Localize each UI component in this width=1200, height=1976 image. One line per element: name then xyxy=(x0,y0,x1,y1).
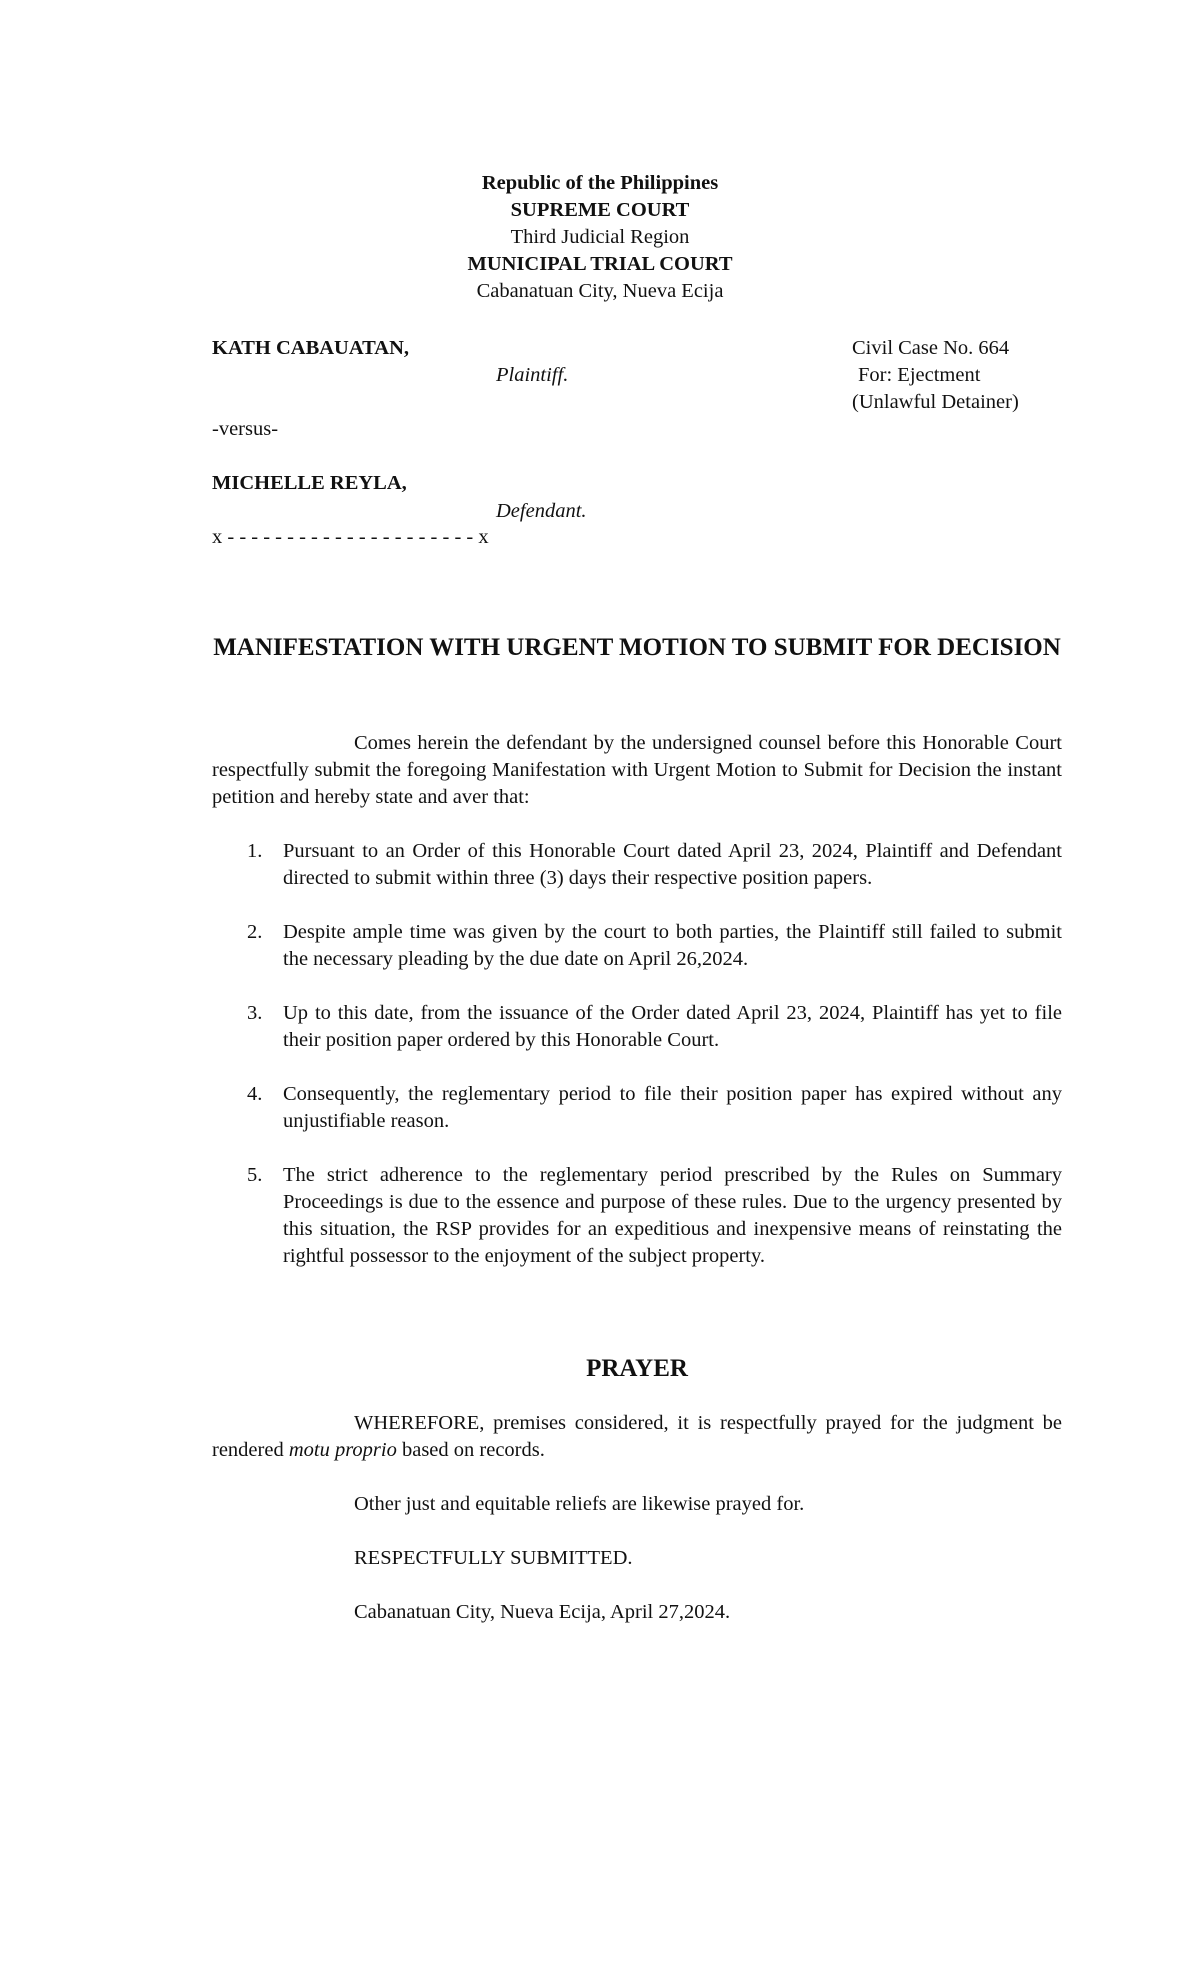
list-item xyxy=(212,1000,1062,1054)
court-header xyxy=(0,170,1200,305)
trial-court-line: MUNICIPAL TRIAL COURT xyxy=(467,253,733,275)
caption-separator: x - - - - - - - - - - - - - - - - - - - - - x xyxy=(212,526,489,548)
plaintiff-label: Plaintiff. xyxy=(496,364,569,386)
list-item-text: Pursuant to an Order of this Honorable Court dated April 23, 2024, Plaintiff and Defendant directed to submit within three (3) days their respective position papers. xyxy=(283,840,1062,889)
city-line: Cabanatuan City, Nueva Ecija xyxy=(476,280,724,302)
list-item xyxy=(212,1081,1062,1135)
list-item-number: 3. xyxy=(247,1002,263,1024)
defendant-name: MICHELLE REYLA, xyxy=(212,472,407,494)
list-item-number: 4. xyxy=(247,1083,263,1105)
list-item-text: Consequently, the reglementary period to file their position paper has expired without any unjustifiable reason. xyxy=(283,1083,1062,1132)
plaintiff-name: KATH CABAUATAN, xyxy=(212,337,410,359)
list-item-text: Despite ample time was given by the court to both parties, the Plaintiff still failed to submit the necessary pleading by the due date on April 26,2024. xyxy=(283,921,1062,970)
region-line: Third Judicial Region xyxy=(510,226,690,248)
republic-line: Republic of the Philippines xyxy=(481,172,719,194)
list-item-text: Up to this date, from the issuance of the Order dated April 23, 2024, Plaintiff has yet to file their position paper ordered by this Honorable Court. xyxy=(283,1002,1062,1051)
prayer-text-before: WHEREFORE, premises considered, it is respectfully prayed for the judgment be rendered xyxy=(212,1412,1062,1461)
respectfully-submitted-line: RESPECTFULLY SUBMITTED. xyxy=(354,1547,633,1569)
intro-paragraph: Comes herein the defendant by the undersigned counsel before this Honorable Court respectfully submit the foregoing Manifestation with Urgent Motion to Submit for Decision the instant petition and hereby state and aver that: xyxy=(212,732,1062,808)
case-number: Civil Case No. 664 xyxy=(852,337,1010,359)
case-type: (Unlawful Detainer) xyxy=(852,391,1019,413)
prayer-text-after: based on records. xyxy=(396,1439,545,1461)
place-date-line: Cabanatuan City, Nueva Ecija, April 27,2024. xyxy=(354,1601,731,1623)
prayer-heading: PRAYER xyxy=(586,1355,688,1382)
prayer-paragraph xyxy=(212,1410,1062,1464)
list-item-number: 5. xyxy=(247,1164,263,1186)
versus-label: -versus- xyxy=(212,418,279,440)
prayer-text-italic: motu proprio xyxy=(288,1439,397,1461)
list-item-number: 1. xyxy=(247,840,263,862)
list-item xyxy=(212,919,1062,973)
document-title: MANIFESTATION WITH URGENT MOTION TO SUBMIT FOR DECISION xyxy=(213,634,1061,661)
list-item-text: The strict adherence to the reglementary period prescribed by the Rules on Summary Proceedings is due to the essence and purpose of these rules. Due to the urgency presented by this situation, the RSP provides for an expeditious and inexpensive means of reinstating the rightful possessor to the enjoyment of the subject property. xyxy=(283,1164,1062,1267)
list-item xyxy=(212,838,1062,892)
case-for: For: Ejectment xyxy=(858,364,981,386)
list-item-number: 2. xyxy=(247,921,263,943)
list-item xyxy=(212,1162,1062,1270)
other-reliefs-line: Other just and equitable reliefs are likewise prayed for. xyxy=(354,1493,805,1515)
numbered-list xyxy=(212,838,1062,1297)
supreme-court-line: SUPREME COURT xyxy=(510,199,690,221)
defendant-label: Defendant. xyxy=(496,500,587,522)
